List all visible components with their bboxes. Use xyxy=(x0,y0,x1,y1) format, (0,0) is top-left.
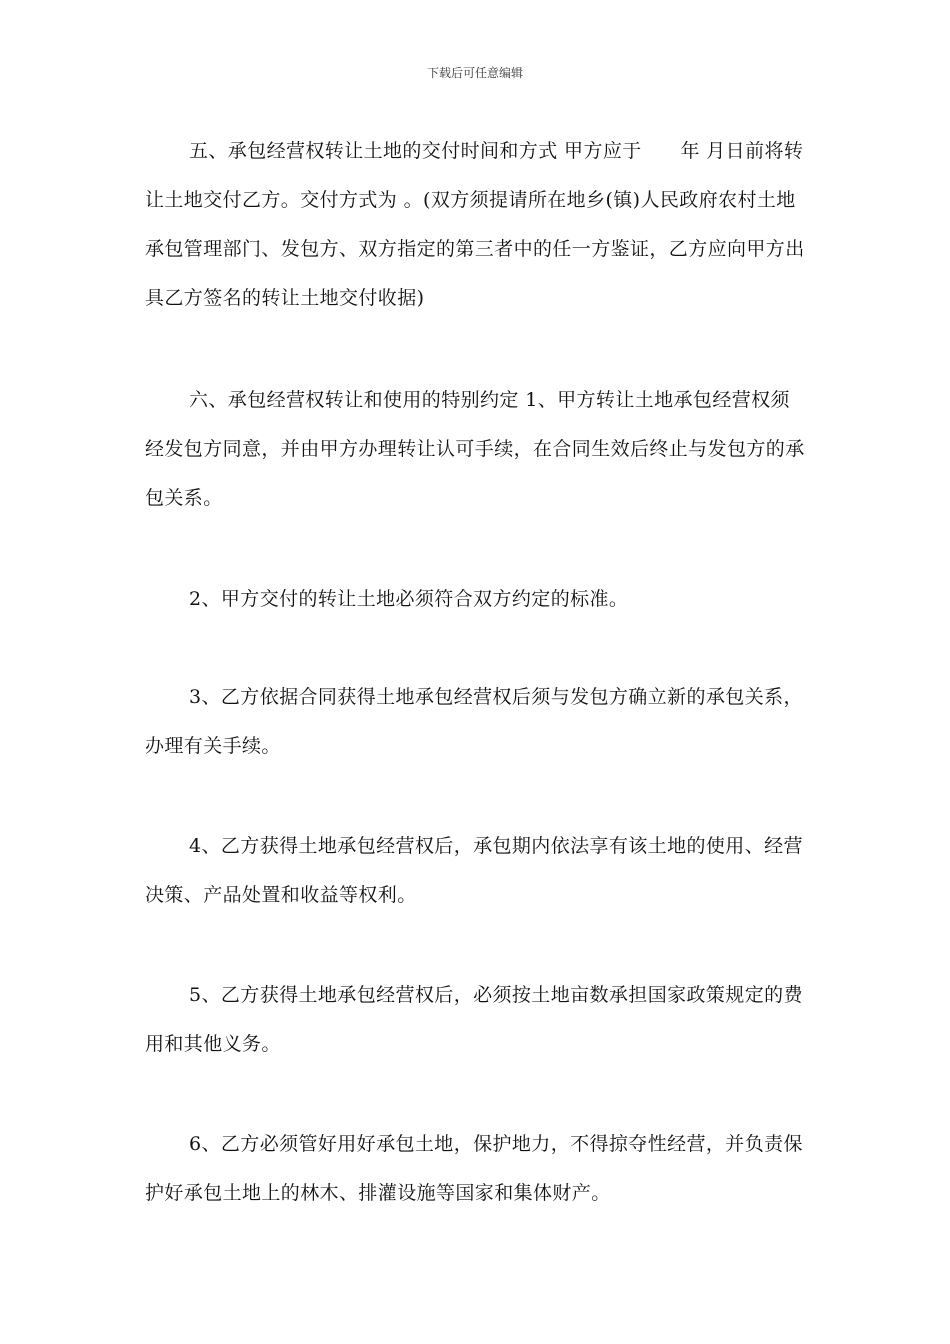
paragraph-clause-3: 3、乙方依据合同获得土地承包经营权后须与发包方确立新的承包关系，办理有关手续。 xyxy=(145,686,803,757)
page-header: 下载后可任意编辑 xyxy=(426,66,523,80)
paragraph-clause-2: 2、甲方交付的转让土地必须符合双方约定的标准。 xyxy=(189,588,629,610)
paragraph-clause-5: 5、乙方获得土地承包经营权后，必须按土地亩数承担国家政策规定的费用和其他义务。 xyxy=(145,984,803,1055)
paragraph-clause-6: 6、乙方必须管好用好承包土地，保护地力，不得掠夺性经营，并负责保护好承包土地上的林木、排灌设施等国家和集体财产。 xyxy=(145,1133,803,1204)
paragraph-clause-4: 4、乙方获得土地承包经营权后，承包期内依法享有该土地的使用、经营决策、产品处置和收益等权利。 xyxy=(145,835,803,906)
paragraph-section-6: 六、承包经营权转让和使用的特别约定 1、甲方转让土地承包经营权须经发包方同意，并由甲方办理转让认可手续，在合同生效后终止与发包方的承包关系。 xyxy=(145,389,805,509)
paragraph-section-5: 五、承包经营权转让土地的交付时间和方式 甲方应于 年 月日前将转让土地交付乙方。交付方式为 。(双方须提请所在地乡(镇)人民政府农村土地承包管理部门、发包方、双方指定的第三者中的任一方鉴证，乙方应向甲方出具乙方签名的转让土地交付收据) xyxy=(145,140,805,309)
